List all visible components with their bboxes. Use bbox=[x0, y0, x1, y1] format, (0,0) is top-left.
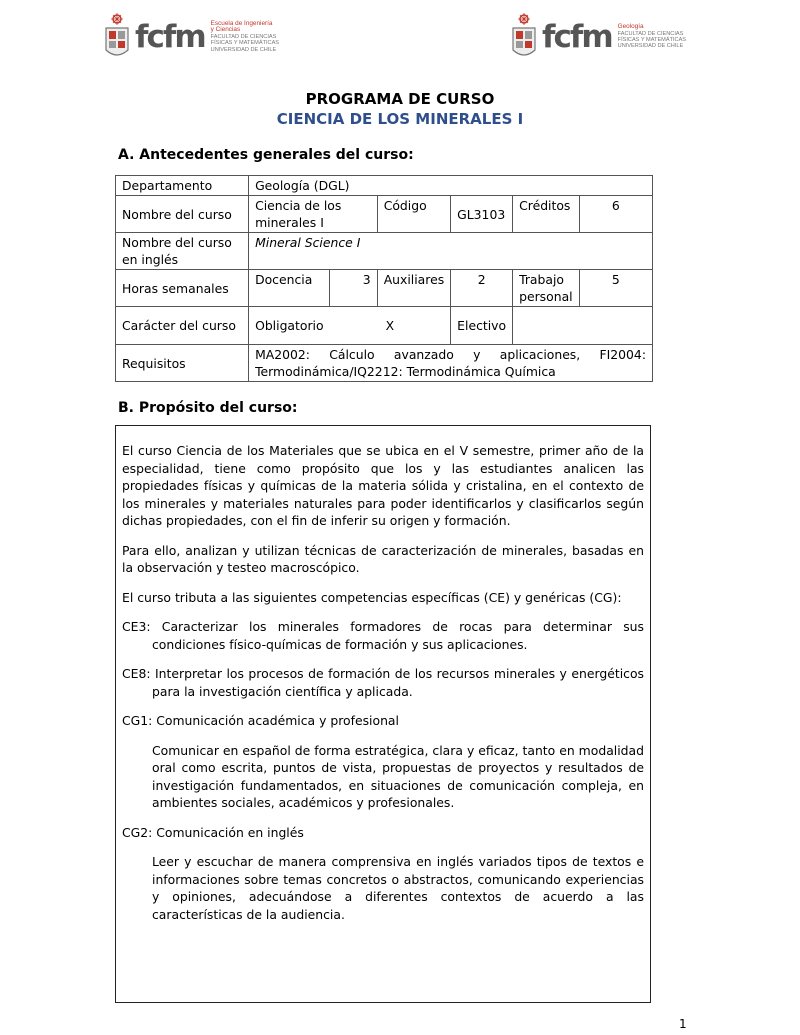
electivo-label: Electivo bbox=[451, 307, 513, 345]
section-b-heading: B. Propósito del curso: bbox=[118, 400, 298, 416]
university-seal-icon bbox=[104, 12, 130, 62]
section-a-heading: A. Antecedentes generales del curso: bbox=[118, 147, 414, 163]
competency-ce8: CE8: Interpretar los procesos de formación de los recursos minerales y energéticos para la investigación científica y aplicada. bbox=[122, 666, 644, 699]
fcfm-ingenieria-logo bbox=[104, 12, 279, 62]
competency-ce3: CE3: Caracterizar los minerales formadores de rocas para determinar sus condiciones físico-químicas de formación y sus aplicaciones. bbox=[122, 619, 644, 652]
requisitos-label: Requisitos bbox=[116, 345, 249, 382]
purpose-box bbox=[115, 425, 651, 1003]
fcfm-wordmark: fcfm bbox=[135, 19, 205, 55]
obligatorio-mark: X bbox=[330, 307, 451, 345]
creditos-label: Créditos bbox=[513, 196, 580, 233]
institution-text: Geología FACULTAD DE CIENCIAS FÍSICAS Y MATEMÁTICAS UNIVERSIDAD DE CHILE bbox=[617, 23, 687, 50]
ingles-value: Mineral Science I bbox=[249, 233, 653, 270]
requisitos-value: MA2002: Cálculo avanzado y aplicaciones, FI2004: Termodinámica/IQ2212: Termodinámica Química bbox=[249, 345, 653, 382]
trabajo-value: 5 bbox=[579, 270, 652, 307]
caracter-label: Carácter del curso bbox=[116, 307, 249, 345]
obligatorio-label: Obligatorio bbox=[249, 307, 330, 345]
document-title: PROGRAMA DE CURSO bbox=[305, 90, 495, 108]
docencia-label: Docencia bbox=[249, 270, 330, 307]
departamento-label: Departamento bbox=[116, 176, 249, 196]
nombre-label: Nombre del curso bbox=[116, 196, 249, 233]
purpose-paragraph-2: Para ello, analizan y utilizan técnicas de caracterización de minerales, basadas en la observación y testeo macroscópico. bbox=[122, 542, 644, 575]
codigo-value: GL3103 bbox=[451, 196, 513, 233]
course-title: CIENCIA DE LOS MINERALES I bbox=[276, 110, 524, 128]
auxiliares-value: 2 bbox=[451, 270, 513, 307]
creditos-value: 6 bbox=[579, 196, 652, 233]
nombre-value: Ciencia de los minerales I bbox=[249, 196, 378, 233]
ingles-label: Nombre del curso en inglés bbox=[116, 233, 249, 270]
trabajo-label: Trabajo personal bbox=[513, 270, 580, 307]
purpose-paragraph-1: El curso Ciencia de los Materiales que se ubica en el V semestre, primer año de la especialidad, tiene como propósito que los y las estudiantes analicen las propiedades físicas y químicas de la materia sólida y cristalina, en el contexto de los minerales y materiales naturales para poder identificarlos y clasificarlos según dichas propiedades, con el fin de inferir su origen y formación. bbox=[122, 443, 644, 528]
fcfm-wordmark: fcfm bbox=[542, 19, 612, 55]
competency-cg2-text: Leer y escuchar de manera comprensiva en inglés variados tipos de textos e informaciones sobre temas concretos o abstractos, comunicando experiencias y opiniones, adecuándose a diferentes contextos de acuerdo a las características de la audiencia. bbox=[152, 854, 644, 922]
fcfm-geologia-logo bbox=[511, 12, 686, 62]
page-number: 1 bbox=[679, 1017, 687, 1031]
university-seal-icon bbox=[511, 12, 537, 62]
general-info-table bbox=[115, 175, 653, 382]
docencia-value: 3 bbox=[330, 270, 378, 307]
competency-cg1-title: CG1: Comunicación académica y profesional bbox=[122, 713, 399, 728]
purpose-paragraph-3: El curso tributa a las siguientes competencias específicas (CE) y genéricas (CG): bbox=[122, 589, 622, 605]
institution-text: Escuela de Ingeniería y Ciencias FACULTAD DE CIENCIAS FÍSICAS Y MATEMÁTICAS UNIVERSIDAD DE CHILE bbox=[210, 19, 280, 53]
horas-label: Horas semanales bbox=[116, 270, 249, 307]
codigo-label: Código bbox=[377, 196, 450, 233]
competency-cg1-text: Comunicar en español de forma estratégica, clara y eficaz, tanto en modalidad oral como escrita, puntos de vista, propuestas de proyectos y resultados de investigación fundamentados, en situaciones de comunicación compleja, en ambientes sociales, académicos y profesionales. bbox=[152, 742, 644, 810]
electivo-mark bbox=[513, 307, 653, 345]
competency-cg2-title: CG2: Comunicación en inglés bbox=[122, 824, 304, 840]
departamento-value: Geología (DGL) bbox=[249, 176, 653, 196]
auxiliares-label: Auxiliares bbox=[377, 270, 450, 307]
